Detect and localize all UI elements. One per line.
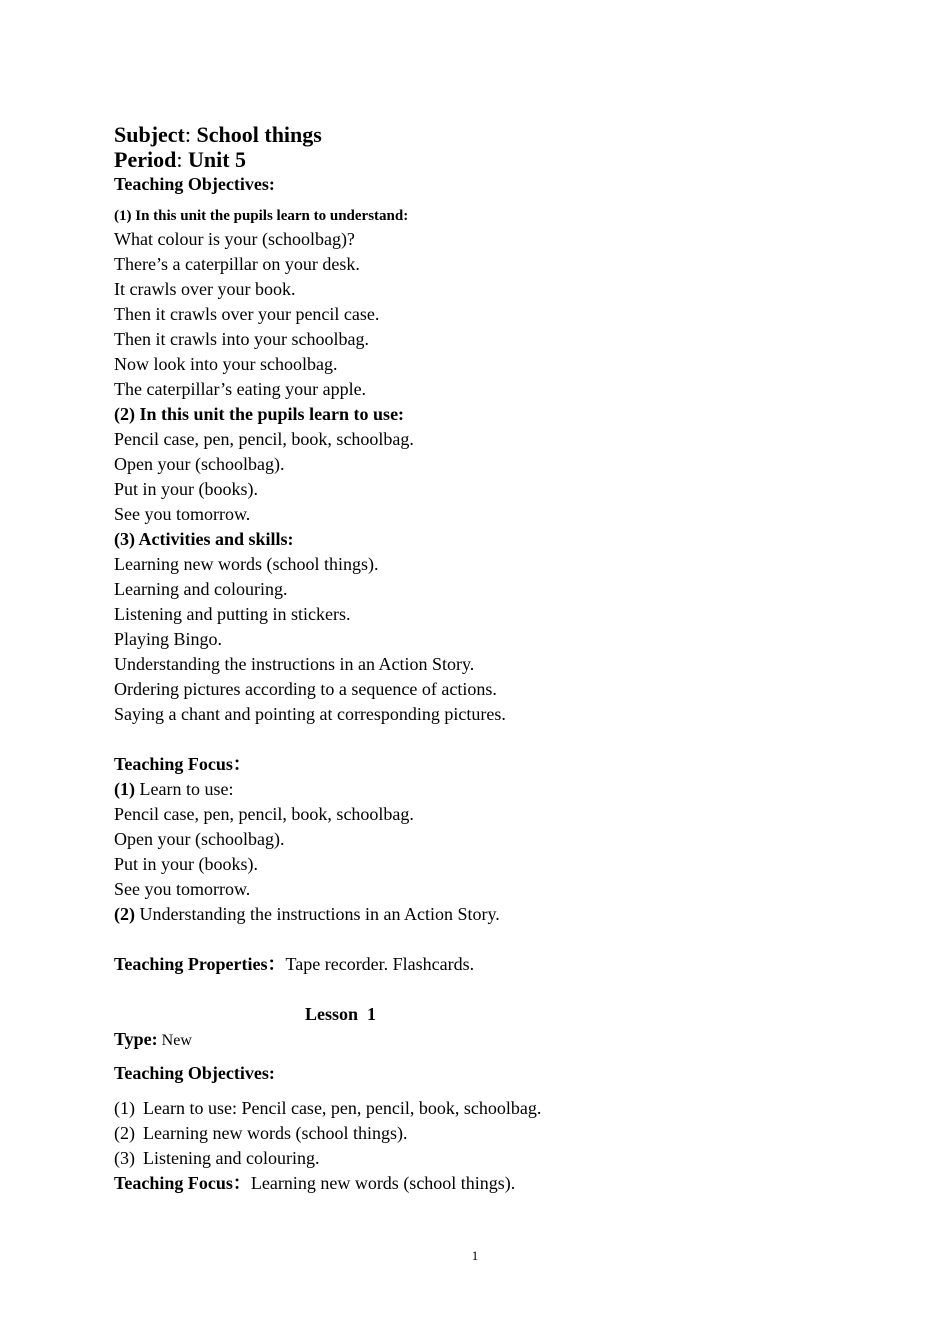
objective-number: (1) — [114, 1098, 135, 1118]
list-item: See you tomorrow. — [114, 504, 251, 524]
lesson-type — [114, 1027, 834, 1053]
lesson-objectives-heading: Teaching Objectives: — [114, 1063, 275, 1083]
section1-lines — [114, 227, 834, 402]
list-item: Listening and putting in stickers. — [114, 604, 351, 624]
list-item: Playing Bingo. — [114, 629, 223, 649]
list-item: Understanding the instructions in an Action Story. — [114, 654, 475, 674]
list-item: Learning new words (school things). — [114, 554, 379, 574]
section3-lines — [114, 552, 834, 727]
list-item: See you tomorrow. — [114, 879, 251, 899]
teaching-properties — [114, 952, 834, 977]
properties-value: Tape recorder. Flashcards. — [285, 954, 475, 974]
properties-label: Teaching Properties： — [114, 954, 286, 974]
list-item: What colour is your (schoolbag)? — [114, 229, 355, 249]
list-item: Then it crawls over your pencil case. — [114, 304, 380, 324]
list-item: Ordering pictures according to a sequence of actions. — [114, 679, 497, 699]
focus-item-1-number: (1) — [114, 779, 135, 799]
section2-lines — [114, 427, 834, 527]
list-item: There’s a caterpillar on your desk. — [114, 254, 360, 274]
subject-label: Subject — [114, 122, 185, 147]
section1-title: (1) In this unit the pupils learn to understand: — [114, 208, 409, 224]
list-item: It crawls over your book. — [114, 279, 296, 299]
section3-title: (3) Activities and skills: — [114, 529, 294, 549]
list-item: Saying a chant and pointing at corresponding pictures. — [114, 704, 506, 724]
focus-item-1-text: Learn to use: — [135, 779, 234, 799]
subject-line: Subject: School things — [114, 122, 322, 147]
lesson-title: Lesson 1 — [305, 1004, 377, 1024]
list-item: Pencil case, pen, pencil, book, schoolbag. — [114, 429, 414, 449]
focus-item-2 — [114, 902, 834, 927]
list-item: Open your (schoolbag). — [114, 829, 285, 849]
focus-item-2-text: Understanding the instructions in an Action Story. — [135, 904, 500, 924]
section2-title: (2) In this unit the pupils learn to use: — [114, 404, 405, 424]
list-item: Now look into your schoolbag. — [114, 354, 338, 374]
focus-item-2-number: (2) — [114, 904, 135, 924]
lesson-objective — [114, 1096, 834, 1121]
list-item: Put in your (books). — [114, 479, 258, 499]
type-value: New — [157, 1032, 192, 1049]
lesson-focus-value: Learning new words (school things). — [250, 1173, 516, 1193]
list-item: Then it crawls into your schoolbag. — [114, 329, 369, 349]
focus-item-1 — [114, 777, 834, 802]
type-label: Type: — [114, 1029, 158, 1049]
objective-number: (3) — [114, 1148, 135, 1168]
list-item: Open your (schoolbag). — [114, 454, 285, 474]
subject-value: School things — [196, 122, 322, 147]
list-item: The caterpillar’s eating your apple. — [114, 379, 367, 399]
lesson-focus — [114, 1171, 834, 1196]
list-item: Put in your (books). — [114, 854, 258, 874]
lesson-objective — [114, 1121, 834, 1146]
period-line: Period: Unit 5 — [114, 147, 247, 172]
objective-text: Learning new words (school things). — [143, 1123, 408, 1143]
objective-text: Listening and colouring. — [143, 1148, 320, 1168]
period-label: Period — [114, 147, 177, 172]
page-number: 1 — [471, 1248, 479, 1263]
objective-number: (2) — [114, 1123, 135, 1143]
lesson-focus-label: Teaching Focus： — [114, 1173, 251, 1193]
focus-heading: Teaching Focus： — [114, 754, 251, 774]
period-value: Unit 5 — [187, 147, 247, 172]
objectives-heading: Teaching Objectives: — [114, 174, 275, 194]
list-item: Learning and colouring. — [114, 579, 288, 599]
lesson-objective — [114, 1146, 834, 1171]
document-page — [114, 122, 834, 1196]
list-item: Pencil case, pen, pencil, book, schoolbag. — [114, 804, 414, 824]
objective-text: Learn to use: Pencil case, pen, pencil, book, schoolbag. — [143, 1098, 542, 1118]
